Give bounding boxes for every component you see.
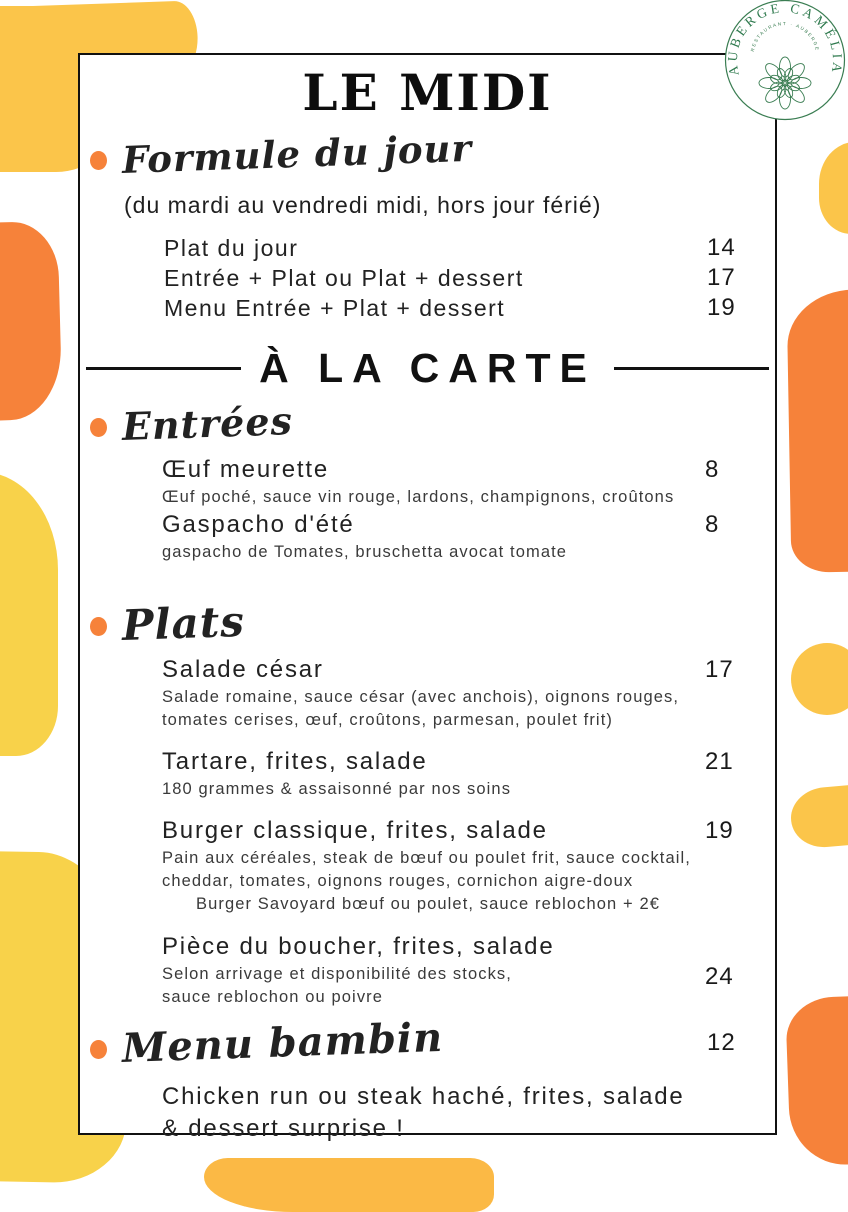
bullet-icon bbox=[90, 1040, 107, 1059]
decor-blob-right-semicircle bbox=[791, 643, 848, 715]
item-price: 12 bbox=[707, 1029, 736, 1056]
formule-note: (du mardi au vendredi midi, hors jour férié) bbox=[124, 192, 602, 218]
menu-item bbox=[162, 931, 732, 1009]
bambin-desc bbox=[162, 1081, 775, 1145]
decor-blob-right-orange bbox=[787, 289, 848, 573]
item-desc: 180 grammes & assaisonné par nos soins bbox=[162, 780, 512, 798]
decor-blob-right-bottom bbox=[785, 996, 848, 1167]
menu-item bbox=[162, 454, 732, 509]
item-desc: gaspacho de Tomates, bruschetta avocat tomate bbox=[162, 543, 568, 561]
item-price: 17 bbox=[707, 264, 736, 291]
logo-arc-text: AUBERGE CAMÉLIA bbox=[724, 0, 846, 77]
decor-blob-left-orange bbox=[0, 221, 63, 421]
item-price: 19 bbox=[707, 294, 736, 321]
menu-item bbox=[164, 233, 734, 263]
item-price: 8 bbox=[705, 456, 720, 483]
item-name: Menu Entrée + Plat + dessert bbox=[164, 295, 506, 321]
page-title: LE MIDI bbox=[302, 63, 553, 122]
item-note: Burger Savoyard bœuf ou poulet, sauce reblochon + 2€ bbox=[196, 895, 660, 913]
bullet-icon bbox=[90, 151, 107, 170]
item-name: Pièce du boucher, frites, salade bbox=[162, 933, 555, 960]
entrees-heading: Entrées bbox=[121, 398, 294, 449]
formule-items bbox=[164, 233, 734, 323]
divider-line bbox=[614, 367, 769, 370]
carte-divider bbox=[86, 345, 769, 392]
item-name: Gaspacho d'été bbox=[162, 511, 355, 538]
logo-inner-arc-text: RESTAURANT · AUBERGE bbox=[749, 21, 821, 53]
menu-card bbox=[78, 53, 777, 1142]
item-name: Plat du jour bbox=[164, 235, 299, 261]
plats-heading: Plats bbox=[121, 596, 246, 650]
item-desc: & dessert surprise ! bbox=[162, 1115, 405, 1142]
menu-item bbox=[164, 293, 734, 323]
menu-item bbox=[162, 746, 732, 801]
item-name: Tartare, frites, salade bbox=[162, 748, 428, 775]
item-desc: Chicken run ou steak haché, frites, salade bbox=[162, 1083, 685, 1110]
item-price: 8 bbox=[705, 511, 720, 538]
formule-section-head bbox=[90, 125, 775, 184]
bullet-icon bbox=[90, 418, 107, 437]
item-name: Burger classique, frites, salade bbox=[162, 817, 548, 844]
item-price: 21 bbox=[705, 748, 734, 775]
decor-blob-bottom-center bbox=[204, 1158, 494, 1212]
item-name: Œuf meurette bbox=[162, 456, 329, 483]
item-name: Salade césar bbox=[162, 656, 324, 683]
item-desc: tomates cerises, œuf, croûtons, parmesan, poulet frit) bbox=[162, 711, 613, 729]
bambin-section-head bbox=[90, 1013, 736, 1075]
entrees-section-head bbox=[90, 398, 775, 452]
item-name: Entrée + Plat ou Plat + dessert bbox=[164, 265, 524, 291]
formule-heading: Formule du jour bbox=[121, 125, 473, 182]
item-price: 24 bbox=[705, 963, 734, 990]
divider-line bbox=[86, 367, 241, 370]
menu-item bbox=[164, 263, 734, 293]
decor-blob-right-wedge bbox=[791, 784, 848, 850]
item-desc: Selon arrivage et disponibilité des stocks, bbox=[162, 965, 512, 983]
item-desc: cheddar, tomates, oignons rouges, cornichon aigre-doux bbox=[162, 872, 634, 890]
item-price: 19 bbox=[705, 817, 734, 844]
carte-heading: À LA CARTE bbox=[259, 345, 596, 391]
menu-item bbox=[162, 509, 732, 564]
item-desc: Pain aux céréales, steak de bœuf ou poulet frit, sauce cocktail, bbox=[162, 849, 691, 867]
item-desc: Salade romaine, sauce césar (avec anchois), oignons rouges, bbox=[162, 688, 680, 706]
plats-section-head bbox=[90, 596, 775, 652]
item-desc: sauce reblochon ou poivre bbox=[162, 988, 384, 1006]
decor-blob-right-top bbox=[819, 142, 848, 234]
restaurant-logo bbox=[722, 0, 848, 125]
decor-blob-left-yellow bbox=[0, 472, 58, 756]
menu-item bbox=[162, 654, 732, 732]
bullet-icon bbox=[90, 617, 107, 636]
menu-item bbox=[162, 815, 732, 916]
bambin-heading: Menu bambin bbox=[121, 1013, 444, 1072]
item-desc: Œuf poché, sauce vin rouge, lardons, champignons, croûtons bbox=[162, 488, 675, 506]
item-price: 14 bbox=[707, 234, 736, 261]
item-price: 17 bbox=[705, 656, 734, 683]
